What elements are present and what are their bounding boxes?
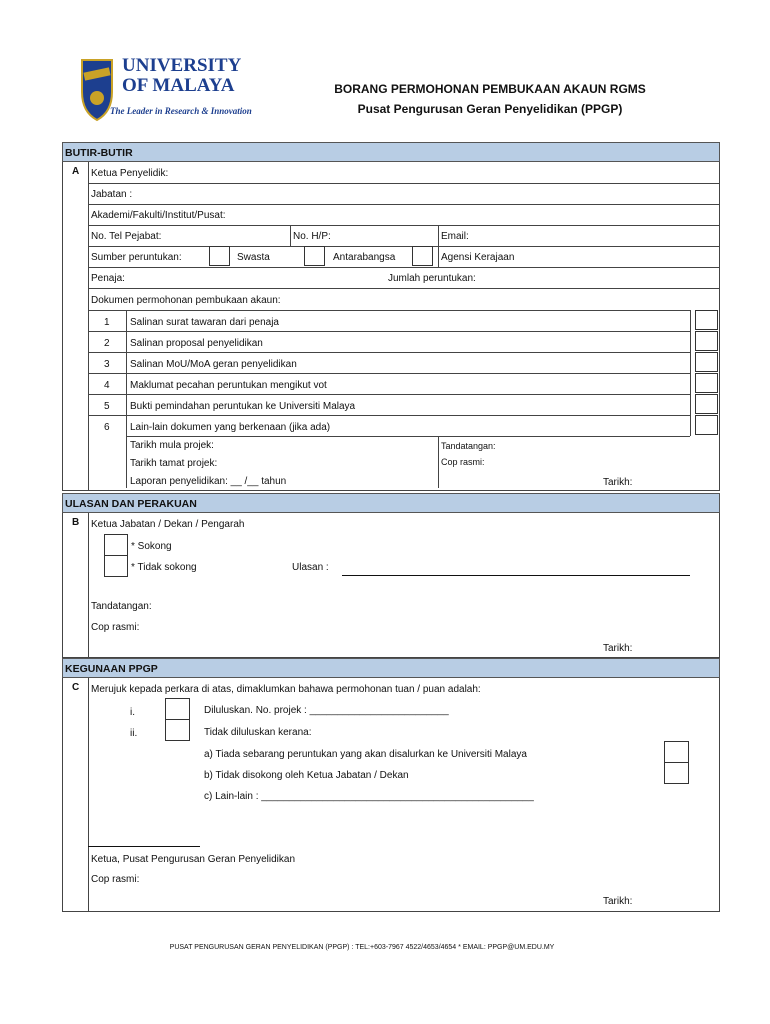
cop-rasmi-label: Cop rasmi:	[91, 622, 140, 633]
doc-no: 1	[104, 317, 110, 328]
divider	[88, 246, 719, 247]
section-b-header: ULASAN DAN PERAKUAN	[62, 493, 720, 513]
doc-checkbox[interactable]	[695, 310, 718, 330]
divider	[719, 678, 720, 912]
swasta-label: Swasta	[237, 252, 270, 263]
logo-malaya-text: OF MALAYA	[122, 75, 235, 96]
jabatan-label: Jabatan :	[91, 189, 133, 200]
doc-no: 2	[104, 338, 110, 349]
divider	[88, 513, 89, 657]
divider	[88, 162, 89, 490]
university-logo	[80, 56, 250, 124]
doc-no: 3	[104, 359, 110, 370]
divider	[126, 310, 127, 488]
sokong-checkbox[interactable]	[104, 534, 128, 556]
form-title: BORANG PERMOHONAN PEMBUKAAN AKAUN RGMS	[334, 82, 646, 96]
doc-checkbox[interactable]	[695, 415, 718, 435]
divider	[62, 678, 63, 912]
doc-text: Salinan proposal penyelidikan	[130, 338, 263, 349]
diluluskan-label: Diluluskan. No. projek : _________________________	[204, 705, 449, 716]
divider	[88, 204, 719, 205]
cop-rasmi-label: Cop rasmi:	[441, 457, 485, 467]
divider	[88, 331, 690, 332]
divider	[62, 490, 720, 491]
doc-no: 4	[104, 380, 110, 391]
item-i-label: i.	[130, 707, 135, 718]
reason-checkbox[interactable]	[664, 762, 689, 784]
ketua-jabatan-label: Ketua Jabatan / Dekan / Pengarah	[91, 519, 245, 530]
section-c-header: KEGUNAAN PPGP	[62, 658, 720, 678]
reason-checkbox[interactable]	[664, 741, 689, 763]
antarabangsa-checkbox[interactable]	[304, 246, 325, 266]
tel-pejabat-label: No. Tel Pejabat:	[91, 231, 162, 242]
doc-checkbox[interactable]	[695, 331, 718, 351]
sokong-label: * Sokong	[131, 541, 172, 552]
tandatangan-label: Tandatangan:	[441, 441, 496, 451]
doc-text: Maklumat pecahan peruntukan mengikut vot	[130, 380, 327, 391]
divider	[719, 162, 720, 490]
tidak-sokong-label: * Tidak sokong	[131, 562, 197, 573]
diluluskan-checkbox[interactable]	[165, 698, 190, 720]
divider	[88, 310, 690, 311]
divider	[719, 513, 720, 657]
divider	[88, 352, 690, 353]
ketua-ppgp-label: Ketua, Pusat Pengurusan Geran Penyelidikan	[91, 854, 296, 865]
section-c-letter: C	[72, 682, 80, 693]
tarikh-label: Tarikh:	[603, 643, 633, 654]
tarikh-label: Tarikh:	[603, 477, 633, 488]
divider	[88, 288, 719, 289]
tidak-diluluskan-checkbox[interactable]	[165, 719, 190, 741]
divider	[88, 373, 690, 374]
doc-no: 5	[104, 401, 110, 412]
doc-checkbox[interactable]	[695, 352, 718, 372]
ulasan-line[interactable]	[342, 575, 690, 576]
divider	[62, 162, 63, 490]
divider	[62, 513, 63, 657]
antarabangsa-label: Antarabangsa	[333, 252, 396, 263]
logo-tagline: The Leader in Research & Innovation	[110, 106, 252, 116]
crest-icon	[80, 58, 114, 122]
tidak-sokong-checkbox[interactable]	[104, 555, 128, 577]
logo-university-text: UNIVERSITY	[122, 55, 242, 76]
form-subtitle: Pusat Pengurusan Geran Penyelidikan (PPGP)	[357, 102, 623, 116]
divider	[88, 678, 89, 912]
doc-text: Bukti pemindahan peruntukan ke Universiti Malaya	[130, 401, 356, 412]
penaja-label: Penaja:	[91, 273, 125, 284]
doc-checkbox[interactable]	[695, 394, 718, 414]
tarikh-label: Tarikh:	[603, 896, 633, 907]
divider	[690, 310, 691, 436]
tarikh-tamat-label: Tarikh tamat projek:	[130, 458, 218, 469]
doc-text: Salinan MoU/MoA geran penyelidikan	[130, 359, 297, 370]
divider	[88, 183, 719, 184]
doc-text: Salinan surat tawaran dari penaja	[130, 317, 279, 328]
divider	[88, 415, 690, 416]
footer-contact: PUSAT PENGURUSAN GERAN PENYELIDIKAN (PPGP) : TEL:+603-7967 4522/4653/4654 * EMAIL: PPGP@UM.EDU.MY	[169, 944, 555, 951]
doc-checkbox[interactable]	[695, 373, 718, 393]
email-label: Email:	[441, 231, 469, 242]
section-a-header: BUTIR-BUTIR	[62, 142, 720, 162]
divider	[126, 436, 690, 437]
section-a-letter: A	[72, 166, 80, 177]
divider	[88, 394, 690, 395]
merujuk-text: Merujuk kepada perkara di atas, dimaklumkan bahawa permohonan tuan / puan adalah:	[91, 684, 481, 695]
akademi-label: Akademi/Fakulti/Institut/Pusat:	[91, 210, 226, 221]
divider	[88, 267, 719, 268]
divider	[88, 225, 719, 226]
dokumen-label: Dokumen permohonan pembukaan akaun:	[91, 295, 281, 306]
tarikh-mula-label: Tarikh mula projek:	[130, 440, 214, 451]
signature-line	[88, 846, 200, 847]
item-ii-label: ii.	[130, 728, 138, 739]
sumber-label: Sumber peruntukan:	[91, 252, 182, 263]
swasta-checkbox[interactable]	[209, 246, 230, 266]
divider	[62, 911, 720, 912]
hp-label: No. H/P:	[293, 231, 331, 242]
cop-rasmi-label: Cop rasmi:	[91, 874, 140, 885]
ketua-penyelidik-label: Ketua Penyelidik:	[91, 168, 169, 179]
reason-c: c) Lain-lain : _________________________________________________	[204, 791, 534, 802]
ulasan-label: Ulasan :	[292, 562, 329, 573]
tandatangan-label: Tandatangan:	[91, 601, 152, 612]
doc-no: 6	[104, 422, 110, 433]
reason-a: a) Tiada sebarang peruntukan yang akan disalurkan ke Universiti Malaya	[204, 749, 527, 760]
laporan-label: Laporan penyelidikan: __ /__ tahun	[130, 476, 287, 487]
reason-b: b) Tidak disokong oleh Ketua Jabatan / Dekan	[204, 770, 409, 781]
agensi-label: Agensi Kerajaan	[441, 252, 515, 263]
section-b-letter: B	[72, 517, 80, 528]
tidak-diluluskan-label: Tidak diluluskan kerana:	[204, 727, 312, 738]
doc-text: Lain-lain dokumen yang berkenaan (jika ada)	[130, 422, 331, 433]
divider	[438, 436, 439, 488]
jumlah-label: Jumlah peruntukan:	[388, 273, 476, 284]
divider	[290, 225, 291, 246]
agensi-checkbox[interactable]	[412, 246, 433, 266]
